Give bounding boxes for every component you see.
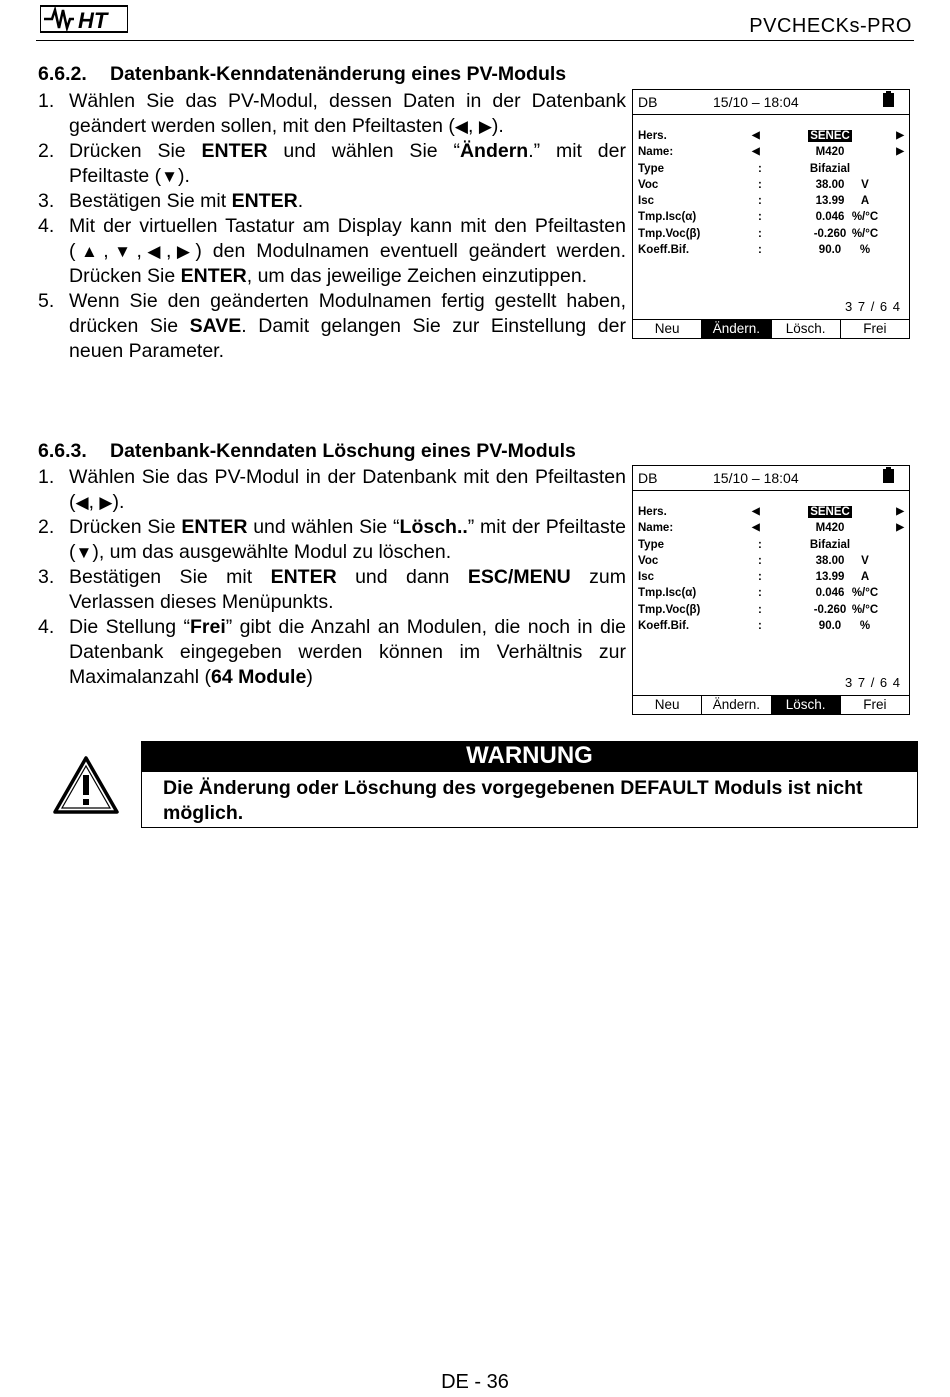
text-run: Wählen Sie das PV-Modul in der Datenbank mit den Pfeiltasten (	[69, 466, 626, 513]
section-title-text: Datenbank-Kenndaten Löschung eines PV-Moduls	[110, 440, 576, 462]
page-number: DE - 36	[441, 1371, 509, 1393]
step-text	[69, 465, 626, 515]
softkey-3[interactable]: Lösch.	[772, 696, 841, 714]
softkey-2[interactable]: Ändern.	[702, 320, 771, 338]
parameter-value	[790, 522, 870, 534]
step-number: 2.	[38, 516, 55, 538]
product-name: PVCHECKs-PRO	[749, 15, 912, 37]
module-counter: 3 7 / 6 4	[845, 675, 901, 690]
bold-term: SAVE	[189, 315, 242, 337]
screen-header-divider	[633, 114, 909, 115]
parameter-label: Hers.	[638, 506, 667, 518]
arrow-left-icon: ◀	[752, 506, 760, 517]
step-item	[38, 214, 626, 289]
parameter-row	[638, 522, 904, 538]
parameter-label: Name:	[638, 146, 674, 159]
bold-term: ENTER	[231, 190, 298, 212]
value-text: M420	[815, 522, 845, 535]
value-text: 90.0	[818, 620, 842, 633]
screen-title: DB	[638, 470, 658, 486]
step-number: 2.	[38, 140, 55, 162]
device-screen-delete	[632, 465, 910, 715]
text-run: ” gibt die Anzahl an Modulen, die noch in die Datenbank eingegeben werden können im Verhältnis zur Maximalanzahl (	[69, 616, 626, 688]
value-text: M420	[815, 146, 845, 159]
parameter-list	[638, 130, 904, 260]
arrow-key-symbol: ◀	[454, 117, 468, 136]
step-number: 1.	[38, 466, 55, 488]
module-counter: 3 7 / 6 4	[845, 299, 901, 314]
bold-term: ENTER	[201, 140, 268, 162]
arrow-key-symbol: ◀	[75, 493, 89, 512]
text-run: ).	[491, 115, 504, 137]
arrow-left-icon: ◀	[752, 130, 760, 141]
separator: :	[758, 603, 762, 616]
value-text: Bifazial	[809, 162, 851, 175]
step-number: 3.	[38, 190, 55, 212]
arrow-key-symbol: ▶	[171, 242, 196, 261]
value-text: 0.046	[815, 211, 845, 224]
screen-datetime: 15/10 – 18:04	[713, 470, 799, 486]
text-run: Drücken Sie	[69, 140, 202, 162]
screen-header-divider	[633, 490, 909, 491]
parameter-unit: %/°C	[851, 211, 879, 224]
parameter-label: Tmp.Voc(β)	[638, 603, 701, 616]
text-run: ,	[88, 491, 100, 513]
parameter-label: Type	[638, 538, 664, 551]
parameter-unit: V	[861, 178, 869, 191]
softkey-1[interactable]: Neu	[633, 320, 702, 338]
text-run: .” mit der Pfeiltaste (	[69, 140, 626, 187]
parameter-row	[638, 604, 904, 620]
separator: :	[758, 162, 762, 175]
parameter-label: Isc	[638, 195, 654, 208]
text-run: und dann	[336, 566, 468, 588]
bold-term: ENTER	[181, 516, 248, 538]
softkey-4[interactable]: Frei	[863, 321, 887, 336]
arrow-key-symbol: ▶	[478, 117, 492, 136]
step-text	[69, 139, 626, 189]
text-run: ” mit der Pfeiltaste (	[69, 516, 626, 563]
device-screen-edit	[632, 89, 910, 339]
step-text	[69, 189, 626, 214]
warning-text: Die Änderung oder Löschung des vorgegebenen DEFAULT Moduls ist nicht möglich.	[141, 771, 918, 828]
arrow-left-icon: ◀	[752, 522, 760, 534]
separator: :	[758, 244, 762, 257]
text-run: zum Verlassen dieses Menüpunkts.	[69, 566, 626, 613]
text-run: und wählen Sie “	[247, 516, 400, 538]
battery-icon	[883, 93, 894, 107]
section-6-6-3-title	[38, 440, 576, 463]
value-text: SENEC	[810, 506, 850, 518]
arrow-key-symbol: ▼	[108, 242, 137, 261]
softkey-3[interactable]: Lösch.	[772, 320, 841, 338]
screen-datetime: 15/10 – 18:04	[713, 94, 799, 110]
arrow-right-icon: ▶	[896, 146, 904, 158]
value-text: 38.00	[815, 554, 845, 567]
screen-title: DB	[638, 94, 658, 110]
text-run: . Damit gelangen Sie zur Einstellung der neuen Parameter.	[69, 315, 626, 362]
parameter-label: Tmp.Voc(β)	[638, 227, 701, 240]
warning-triangle-icon	[52, 755, 120, 815]
parameter-label: Voc	[638, 554, 659, 567]
section-title-text: Datenbank-Kenndatenänderung eines PV-Moduls	[110, 63, 567, 85]
text-run: Wenn Sie den geänderten Modulnamen fertig gestellt haben, drücken Sie	[69, 290, 626, 337]
text-run: .	[297, 190, 304, 212]
parameter-row	[638, 620, 904, 636]
softkey-menu	[633, 319, 909, 338]
step-item	[38, 515, 626, 565]
value-text: 90.0	[818, 244, 842, 257]
parameter-unit: %	[859, 244, 871, 257]
bold-term: Frei	[189, 616, 226, 638]
step-text	[69, 214, 626, 289]
step-item	[38, 565, 626, 615]
parameter-row	[638, 179, 904, 195]
separator: :	[758, 178, 762, 191]
parameter-label: Tmp.Isc(α)	[638, 211, 697, 224]
separator: :	[758, 587, 762, 600]
bold-term: 64 Module	[210, 666, 307, 688]
ht-logo	[40, 4, 128, 34]
step-item	[38, 139, 626, 189]
text-run: ) den Modulnamen eventuell geändert werden. Drücken Sie	[69, 240, 627, 287]
arrow-key-symbol: ▶	[99, 493, 113, 512]
bold-term: Ändern	[459, 140, 529, 162]
softkey-menu	[633, 695, 909, 714]
arrow-right-icon: ▶	[896, 506, 904, 517]
bold-term: ENTER	[180, 265, 247, 287]
text-run: ,	[136, 240, 142, 262]
value-text: 38.00	[815, 178, 845, 191]
text-run: Mit der virtuellen Tastatur am Display kann mit den Pfeiltasten (	[69, 215, 626, 262]
parameter-list	[638, 506, 904, 636]
logo-text: HT	[78, 8, 108, 33]
separator: :	[758, 571, 762, 584]
arrow-key-symbol: ◀	[141, 242, 166, 261]
parameter-row	[638, 195, 904, 211]
step-item	[38, 465, 626, 515]
parameter-label: Name:	[638, 522, 674, 535]
section-number: 6.6.3.	[38, 440, 87, 462]
parameter-row	[638, 211, 904, 227]
parameter-row	[638, 146, 904, 162]
bold-term: ESC/MENU	[467, 566, 571, 588]
softkey-2[interactable]: Ändern.	[702, 696, 771, 714]
text-run: und wählen Sie “	[267, 140, 460, 162]
text-run: ).	[177, 165, 190, 187]
step-item	[38, 189, 626, 214]
step-number: 5.	[38, 290, 55, 312]
parameter-label: Tmp.Isc(α)	[638, 587, 697, 600]
value-text: -0.260	[813, 603, 847, 616]
battery-icon	[883, 469, 894, 483]
parameter-row	[638, 163, 904, 179]
step-text	[69, 89, 626, 139]
step-text	[69, 565, 626, 615]
arrow-left-icon: ◀	[752, 146, 760, 158]
separator: :	[758, 227, 762, 240]
parameter-label: Type	[638, 162, 664, 175]
parameter-unit: A	[860, 195, 870, 208]
step-item	[38, 289, 626, 364]
parameter-row	[638, 506, 904, 522]
bold-term: ENTER	[270, 566, 337, 588]
step-number: 1.	[38, 90, 55, 112]
parameter-row	[638, 130, 904, 146]
value-text: 13.99	[815, 571, 845, 584]
parameter-label: Hers.	[638, 130, 667, 142]
step-number: 4.	[38, 616, 55, 638]
parameter-value	[790, 146, 870, 158]
parameter-unit: %/°C	[851, 227, 879, 240]
parameter-row	[638, 244, 904, 260]
parameter-unit: %	[859, 620, 871, 633]
step-item	[38, 615, 626, 690]
parameter-label: Koeff.Bif.	[638, 244, 690, 257]
text-run: Wählen Sie das PV-Modul, dessen Daten in der Datenbank geändert werden sollen, mit den Pfeiltasten (	[69, 90, 626, 137]
value-text: SENEC	[810, 130, 850, 142]
arrow-right-icon: ▶	[896, 130, 904, 141]
separator: :	[758, 538, 762, 551]
value-text: 0.046	[815, 587, 845, 600]
text-run: Bestätigen Sie mit	[69, 190, 232, 212]
arrow-key-symbol: ▼	[161, 167, 178, 186]
value-text: Bifazial	[809, 538, 851, 551]
text-run: )	[306, 666, 313, 688]
text-run: ,	[165, 240, 172, 262]
section-6-6-2-steps	[38, 89, 626, 364]
text-run: ), um das ausgewählte Modul zu löschen.	[92, 541, 452, 563]
step-number: 4.	[38, 215, 55, 237]
section-6-6-2-title	[38, 63, 566, 86]
parameter-row	[638, 571, 904, 587]
parameter-value	[790, 506, 870, 518]
parameter-label: Koeff.Bif.	[638, 620, 690, 633]
arrow-key-symbol: ▼	[75, 543, 93, 562]
step-text	[69, 289, 626, 364]
text-run: ,	[103, 240, 109, 262]
value-text: 13.99	[815, 195, 845, 208]
softkey-4[interactable]: Frei	[863, 697, 887, 712]
text-run: , um das jeweilige Zeichen einzutippen.	[246, 265, 588, 287]
parameter-row	[638, 587, 904, 603]
separator: :	[758, 211, 762, 224]
parameter-row	[638, 555, 904, 571]
softkey-1[interactable]: Neu	[633, 696, 702, 714]
arrow-key-symbol: ▲	[75, 242, 104, 261]
bold-term: Lösch..	[399, 516, 468, 538]
parameter-label: Isc	[638, 571, 654, 584]
parameter-unit: A	[860, 571, 870, 584]
section-number: 6.6.2.	[38, 63, 87, 85]
parameter-value	[790, 539, 870, 551]
text-run: Drücken Sie	[69, 516, 182, 538]
parameter-unit: %/°C	[851, 603, 879, 616]
parameter-unit: %/°C	[851, 587, 879, 600]
separator: :	[758, 620, 762, 633]
step-number: 3.	[38, 566, 55, 588]
text-run: ,	[467, 115, 479, 137]
parameter-value	[790, 163, 870, 175]
step-item	[38, 89, 626, 139]
arrow-right-icon: ▶	[896, 522, 904, 534]
step-text	[69, 515, 626, 565]
value-text: -0.260	[813, 227, 847, 240]
parameter-row	[638, 228, 904, 244]
text-run: ).	[112, 491, 125, 513]
section-6-6-3-steps	[38, 465, 626, 690]
parameter-label: Voc	[638, 178, 659, 191]
parameter-unit: V	[861, 554, 869, 567]
header-divider	[36, 40, 914, 41]
warning-heading: WARNUNG	[141, 741, 918, 771]
separator: :	[758, 554, 762, 567]
text-run: Bestätigen Sie mit	[69, 566, 271, 588]
parameter-value	[790, 130, 870, 142]
separator: :	[758, 195, 762, 208]
text-run: Die Stellung “	[69, 616, 190, 638]
parameter-row	[638, 539, 904, 555]
step-text	[69, 615, 626, 690]
